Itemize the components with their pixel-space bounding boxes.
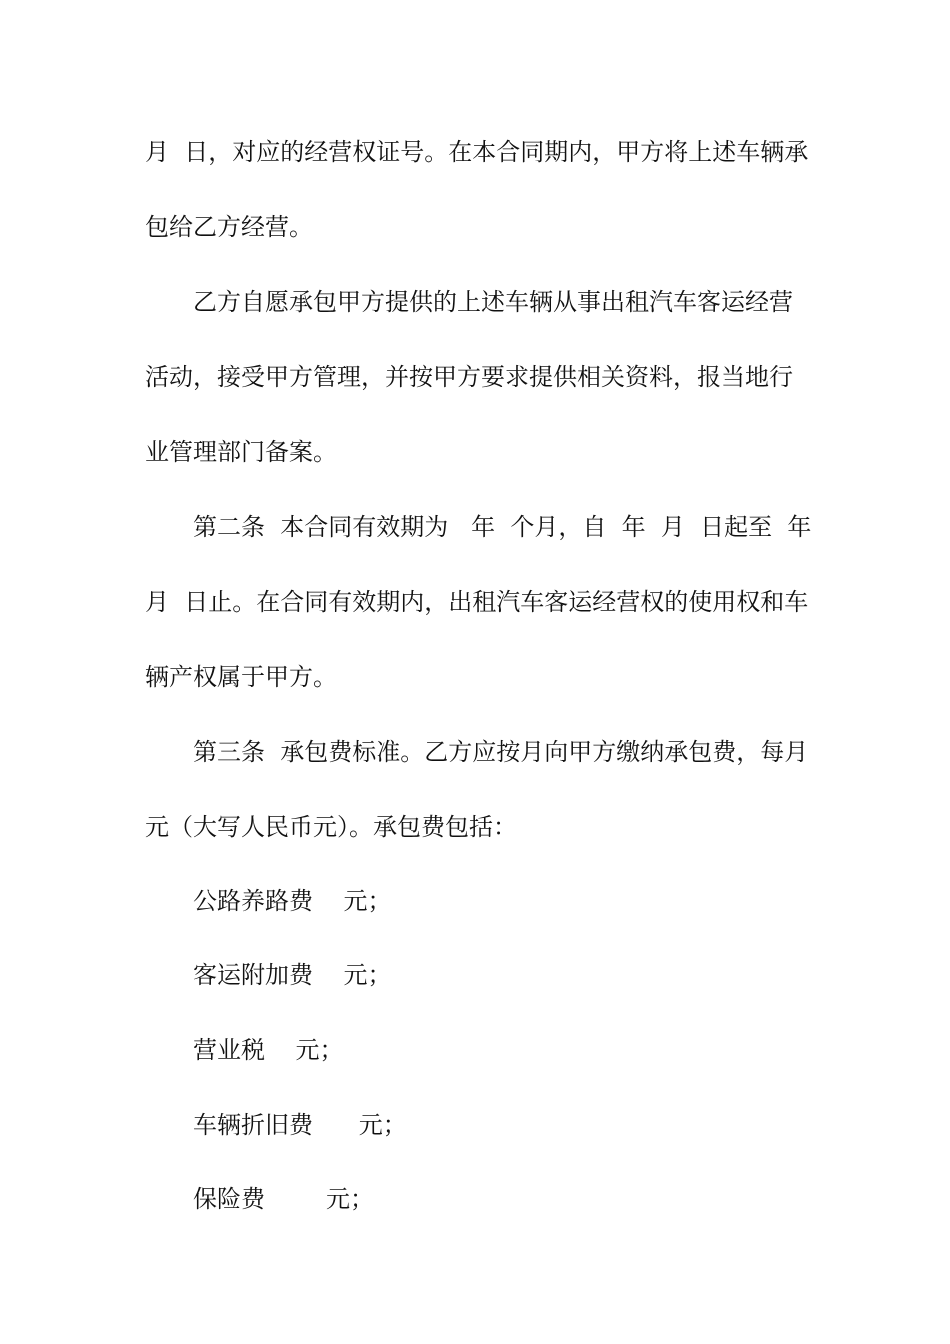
article-three-start: 第三条 承包费标准。乙方应按月向甲方缴纳承包费，每月	[193, 738, 809, 766]
text-line: 包给乙方经营。	[145, 213, 313, 241]
text-line: 月 日，对应的经营权证号。在本合同期内，甲方将上述车辆承	[145, 138, 809, 166]
fee-item-passenger-surcharge: 客运附加费 元；	[193, 961, 392, 989]
article-two-start: 第二条 本合同有效期为 年 个月，自 年 月 日起至 年	[193, 513, 812, 541]
fee-item-road-maintenance: 公路养路费 元；	[193, 887, 392, 915]
fee-item-insurance: 保险费 元；	[193, 1185, 375, 1213]
text-line: 月 日止。在合同有效期内，出租汽车客运经营权的使用权和车	[145, 588, 809, 616]
text-line: 元（大写人民币元）。承包费包括：	[145, 813, 517, 841]
text-line: 活动，接受甲方管理，并按甲方要求提供相关资料，报当地行	[145, 363, 793, 391]
fee-item-business-tax: 营业税 元；	[193, 1036, 344, 1064]
text-line: 业管理部门备案。	[145, 438, 337, 466]
paragraph-start: 乙方自愿承包甲方提供的上述车辆从事出租汽车客运经营	[193, 288, 793, 316]
text-line: 辆产权属于甲方。	[145, 663, 337, 691]
fee-item-vehicle-depreciation: 车辆折旧费 元；	[193, 1111, 407, 1139]
